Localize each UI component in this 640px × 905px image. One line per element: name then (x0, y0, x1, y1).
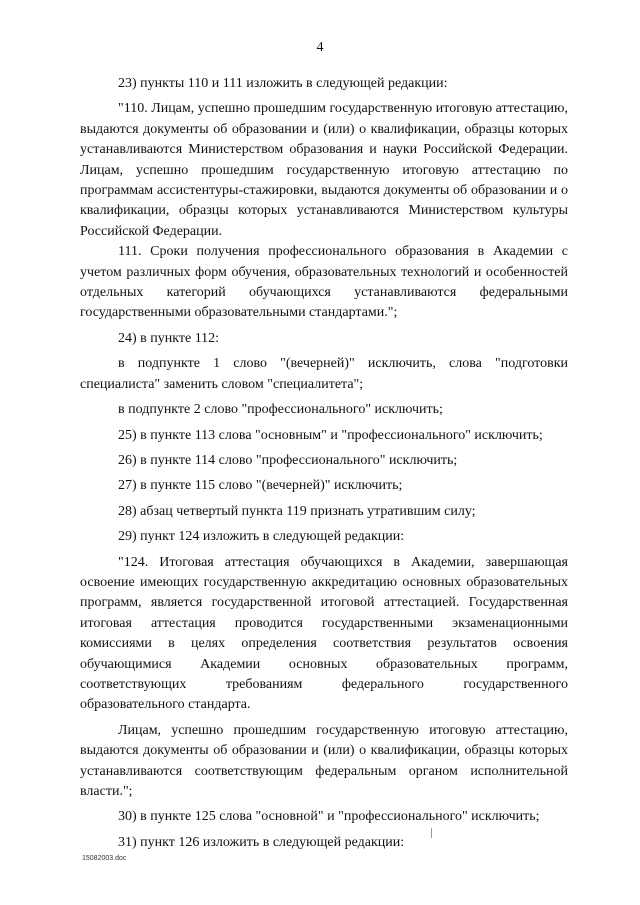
page-number: 4 (316, 40, 324, 55)
paragraph-item-30: 30) в пункте 125 слова "основной" и "профессионального" исключить; (118, 809, 540, 825)
paragraph-item-28: 28) абзац четвертый пункта 119 признать утратившим силу; (118, 503, 476, 519)
paragraph-quote-124: "124. Итоговая аттестация обучающихся в Академии, завершающая освоение имеющих государственную аккредитацию основных образовательных программ, является государственной итоговой аттестацией. Государственная итоговая аттестация проводится государственными экзаменационными комиссиями в целях определения соответствия результатов освоения обучающимися Академии основных образовательных программ, соответствующих требованиям федерального государственного образовательного стандарта. (80, 554, 568, 713)
paragraph-subitem-2: в подпункте 2 слово "профессионального" исключить; (118, 402, 443, 418)
paragraph-item-27: 27) в пункте 115 слово "(вечерней)" исключить; (118, 478, 403, 494)
scan-speck (431, 828, 432, 838)
file-name-footer: 15082003.doc (82, 855, 127, 862)
paragraph-item-25: 25) в пункте 113 слова "основным" и "профессионального" исключить; (118, 427, 543, 443)
paragraph-item-31: 31) пункт 126 изложить в следующей редакции: (118, 834, 405, 850)
paragraph-quote-124-continued: Лицам, успешно прошедшим государственную итоговую аттестацию, выдаются документы об образовании и (или) о квалификации, образцы которых устанавливаются соответствующим федеральным органом исполнительной власти."; (80, 722, 568, 799)
paragraph-subitem-1: в подпункте 1 слово "(вечерней)" исключить, слова "подготовки специалиста" заменить словом "специалитета"; (80, 356, 568, 392)
paragraph-item-24: 24) в пункте 112: (118, 330, 220, 346)
paragraph-item-29: 29) пункт 124 изложить в следующей редакции: (118, 529, 405, 545)
paragraph-quote-110: "110. Лицам, успешно прошедшим государственную итоговую аттестацию, выдаются документы об образовании и (или) о квалификации, образцы которых устанавливаются Министерством образования и науки Российской Федерации. Лицам, успешно прошедшим государственную итоговую аттестацию по программам ассистентуры-стажировки, выдаются документы об образовании и о квалификации, образцы которых устанавливаются Министерством культуры Российской Федерации. (80, 101, 568, 239)
document-body (80, 74, 568, 858)
paragraph-item-26: 26) в пункте 114 слово "профессионального" исключить; (118, 452, 458, 468)
paragraph-item-23: 23) пункты 110 и 111 изложить в следующей редакции: (118, 76, 448, 91)
paragraph-quote-111: 111. Сроки получения профессионального образования в Академии с учетом различных форм обучения, образовательных технологий и особенностей отдельных категорий обучающихся устанавливаются федеральными государственными образовательными стандартами."; (80, 244, 568, 321)
